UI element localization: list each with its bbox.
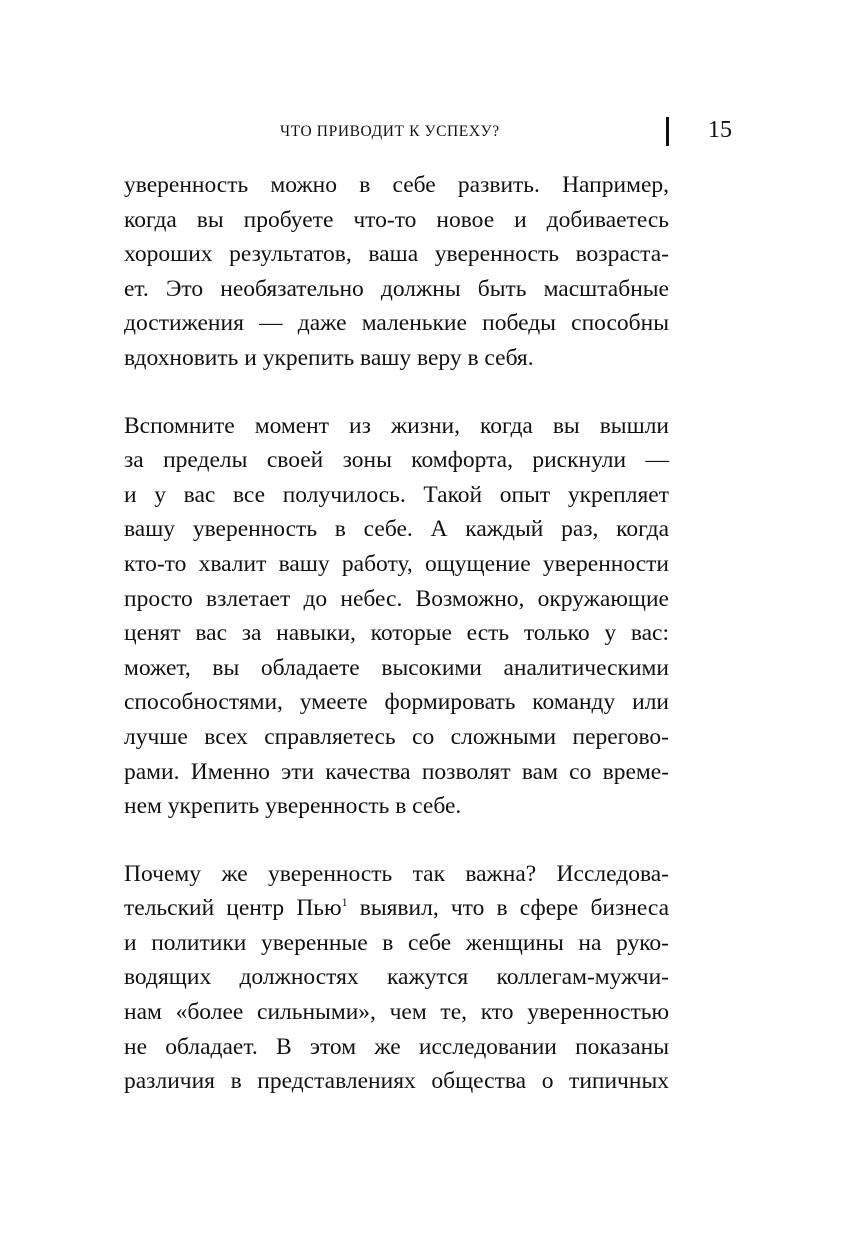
header-divider <box>666 117 669 146</box>
paragraph-2 <box>124 409 669 824</box>
text-line: не обладает. В этом же исследовании показаны <box>124 1033 669 1060</box>
text-line: водящих должностях кажутся коллегам-мужчи- <box>124 964 669 991</box>
text-line: просто взлетает до небес. Возможно, окружающие <box>124 585 669 612</box>
text-line: рами. Именно эти качества позволят вам со време- <box>124 758 669 785</box>
text-line-with-footnote <box>124 891 669 926</box>
text-line: когда вы пробуете что-то новое и добиваетесь <box>124 206 669 233</box>
text-line: Почему же уверенность так важна? Исследова- <box>124 860 669 887</box>
text-line: хороших результатов, ваша уверенность возраста- <box>124 241 669 268</box>
chapter-title: ЧТО ПРИВОДИТ К УСПЕХУ? <box>280 123 500 140</box>
text-line: может, вы обладаете высокими аналитическими <box>124 654 669 681</box>
text-line: за пределы своей зоны комфорта, рискнули — <box>124 447 669 474</box>
text-line: ценят вас за навыки, которые есть только у вас: <box>124 620 669 647</box>
text-segment: тельский центр Пью <box>124 895 342 922</box>
text-line: вдохновить и укрепить вашу веру в себя. <box>124 344 534 371</box>
text-line: достижения — даже маленькие победы способны <box>124 310 669 337</box>
text-line: различия в представлениях общества о типичных <box>124 1068 669 1095</box>
running-header <box>0 116 844 150</box>
footnote-reference[interactable]: 1 <box>341 895 348 910</box>
text-line: уверенность можно в себе развить. Например, <box>124 172 669 198</box>
paragraph-1 <box>124 168 669 376</box>
text-line: и политики уверенные в себе женщины на руко- <box>124 929 669 956</box>
text-line: нам «более сильными», чем те, кто уверенностью <box>124 999 669 1026</box>
text-line: Вспомните момент из жизни, когда вы вышли <box>124 412 669 439</box>
text-line: вашу уверенность в себе. А каждый раз, когда <box>124 516 669 543</box>
body-text <box>124 168 669 1132</box>
page-number: 15 <box>708 117 732 143</box>
paragraph-3 <box>124 857 669 1099</box>
text-line: ет. Это необязательно должны быть масштабные <box>124 275 669 302</box>
text-segment: выявил, что в сфере бизнеса <box>347 895 670 922</box>
text-line: и у вас все получилось. Такой опыт укрепляет <box>124 481 669 508</box>
text-line: нем укрепить уверенность в себе. <box>124 793 462 820</box>
text-line: лучше всех справляетесь со сложными перегово- <box>124 723 669 750</box>
text-line: кто-то хвалит вашу работу, ощущение уверенности <box>124 550 669 577</box>
text-line: способностями, умеете формировать команду или <box>124 689 669 716</box>
